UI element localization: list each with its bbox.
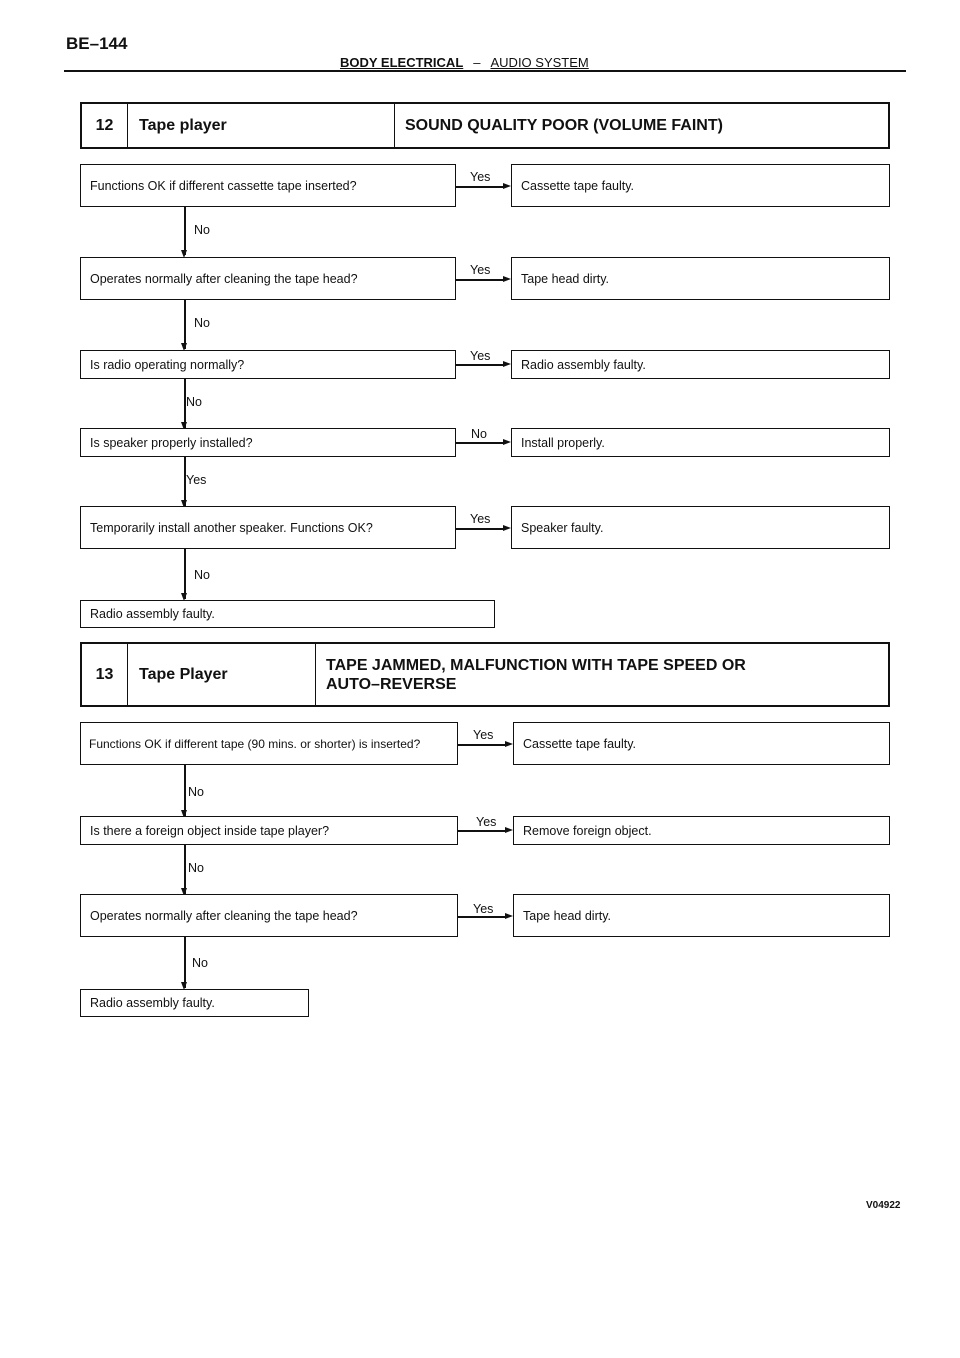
- section-13-symptom-line-1: TAPE JAMMED, MALFUNCTION WITH TAPE SPEED OR: [326, 656, 746, 674]
- s12-flow-label-5: No: [194, 568, 210, 582]
- s12-flow-label-1: No: [194, 223, 210, 237]
- s13-flow-label-3: No: [192, 956, 208, 970]
- s12-question-4: Is speaker properly installed?: [80, 428, 456, 457]
- s12-branch-label-4: No: [471, 427, 487, 441]
- s12-branch-line-2: [456, 279, 504, 281]
- s13-flow-label-2: No: [188, 861, 204, 875]
- s13-branch-arrow-3: [505, 913, 513, 919]
- s12-result-5: Speaker faulty.: [511, 506, 890, 549]
- s12-question-5: Temporarily install another speaker. Functions OK?: [80, 506, 456, 549]
- figure-id: V04922: [866, 1200, 901, 1211]
- s13-flow-label-1: No: [188, 785, 204, 799]
- s13-result-1: Cassette tape faulty.: [513, 722, 890, 765]
- s12-flow-line-2: [184, 300, 186, 349]
- section-13-name: Tape Player: [127, 644, 316, 705]
- s13-branch-label-2: Yes: [476, 815, 497, 829]
- section-name: BODY ELECTRICAL: [340, 55, 464, 70]
- s12-branch-arrow-3: [503, 361, 511, 367]
- s12-flow-line-1: [184, 207, 186, 255]
- s13-branch-arrow-1: [505, 741, 513, 747]
- s12-branch-label-1: Yes: [470, 170, 491, 184]
- s13-branch-arrow-2: [505, 827, 513, 833]
- s12-branch-arrow-1: [503, 183, 511, 189]
- s12-branch-line-3: [456, 364, 504, 366]
- s12-branch-arrow-5: [503, 525, 511, 531]
- s13-branch-line-2: [458, 830, 506, 832]
- section-13-number: 13: [82, 644, 128, 705]
- s12-branch-arrow-4: [503, 439, 511, 445]
- s12-result-1: Cassette tape faulty.: [511, 164, 890, 207]
- section-12-header: [80, 102, 890, 149]
- s12-branch-label-2: Yes: [470, 263, 491, 277]
- s13-flow-line-1: [184, 765, 186, 816]
- s12-result-4: Install properly.: [511, 428, 890, 457]
- s12-question-2: Operates normally after cleaning the tape head?: [80, 257, 456, 300]
- s13-result-2: Remove foreign object.: [513, 816, 890, 845]
- s12-branch-arrow-2: [503, 276, 511, 282]
- s13-branch-line-1: [458, 744, 506, 746]
- section-12-name: Tape player: [127, 104, 395, 147]
- s12-result-3: Radio assembly faulty.: [511, 350, 890, 379]
- s13-question-2: Is there a foreign object inside tape player?: [80, 816, 458, 845]
- s13-flow-line-3: [184, 937, 186, 988]
- page-code: BE–144: [66, 34, 128, 53]
- s13-final-result: Radio assembly faulty.: [80, 989, 309, 1017]
- s12-flow-label-4: Yes: [186, 473, 207, 487]
- s12-flow-line-5: [184, 549, 186, 599]
- s12-branch-line-4: [456, 442, 504, 444]
- s13-branch-label-3: Yes: [473, 902, 494, 916]
- s12-flow-label-2: No: [194, 316, 210, 330]
- section-title: [340, 55, 589, 70]
- header-rule: [64, 70, 906, 72]
- s12-result-2: Tape head dirty.: [511, 257, 890, 300]
- section-13-symptom-line-2: AUTO–REVERSE: [326, 675, 457, 693]
- section-13-header: [80, 642, 890, 707]
- s12-branch-line-5: [456, 528, 504, 530]
- s12-flow-label-3: No: [186, 395, 202, 409]
- s13-branch-line-3: [458, 916, 506, 918]
- s12-question-1: Functions OK if different cassette tape inserted?: [80, 164, 456, 207]
- s13-question-1: Functions OK if different tape (90 mins. or shorter) is inserted?: [80, 722, 458, 765]
- s12-branch-line-1: [456, 186, 504, 188]
- s13-question-3: Operates normally after cleaning the tape head?: [80, 894, 458, 937]
- section-12-number: 12: [82, 104, 128, 147]
- s12-branch-label-5: Yes: [470, 512, 491, 526]
- s12-question-3: Is radio operating normally?: [80, 350, 456, 379]
- s12-branch-label-3: Yes: [470, 349, 491, 363]
- s12-final-result: Radio assembly faulty.: [80, 600, 495, 628]
- s13-result-3: Tape head dirty.: [513, 894, 890, 937]
- s13-branch-label-1: Yes: [473, 728, 494, 742]
- section-separator: –: [473, 55, 481, 70]
- section-13-symptom: [316, 644, 888, 705]
- s13-flow-line-2: [184, 845, 186, 894]
- section-12-symptom: SOUND QUALITY POOR (VOLUME FAINT): [405, 117, 723, 134]
- subsection-name: AUDIO SYSTEM: [490, 55, 589, 70]
